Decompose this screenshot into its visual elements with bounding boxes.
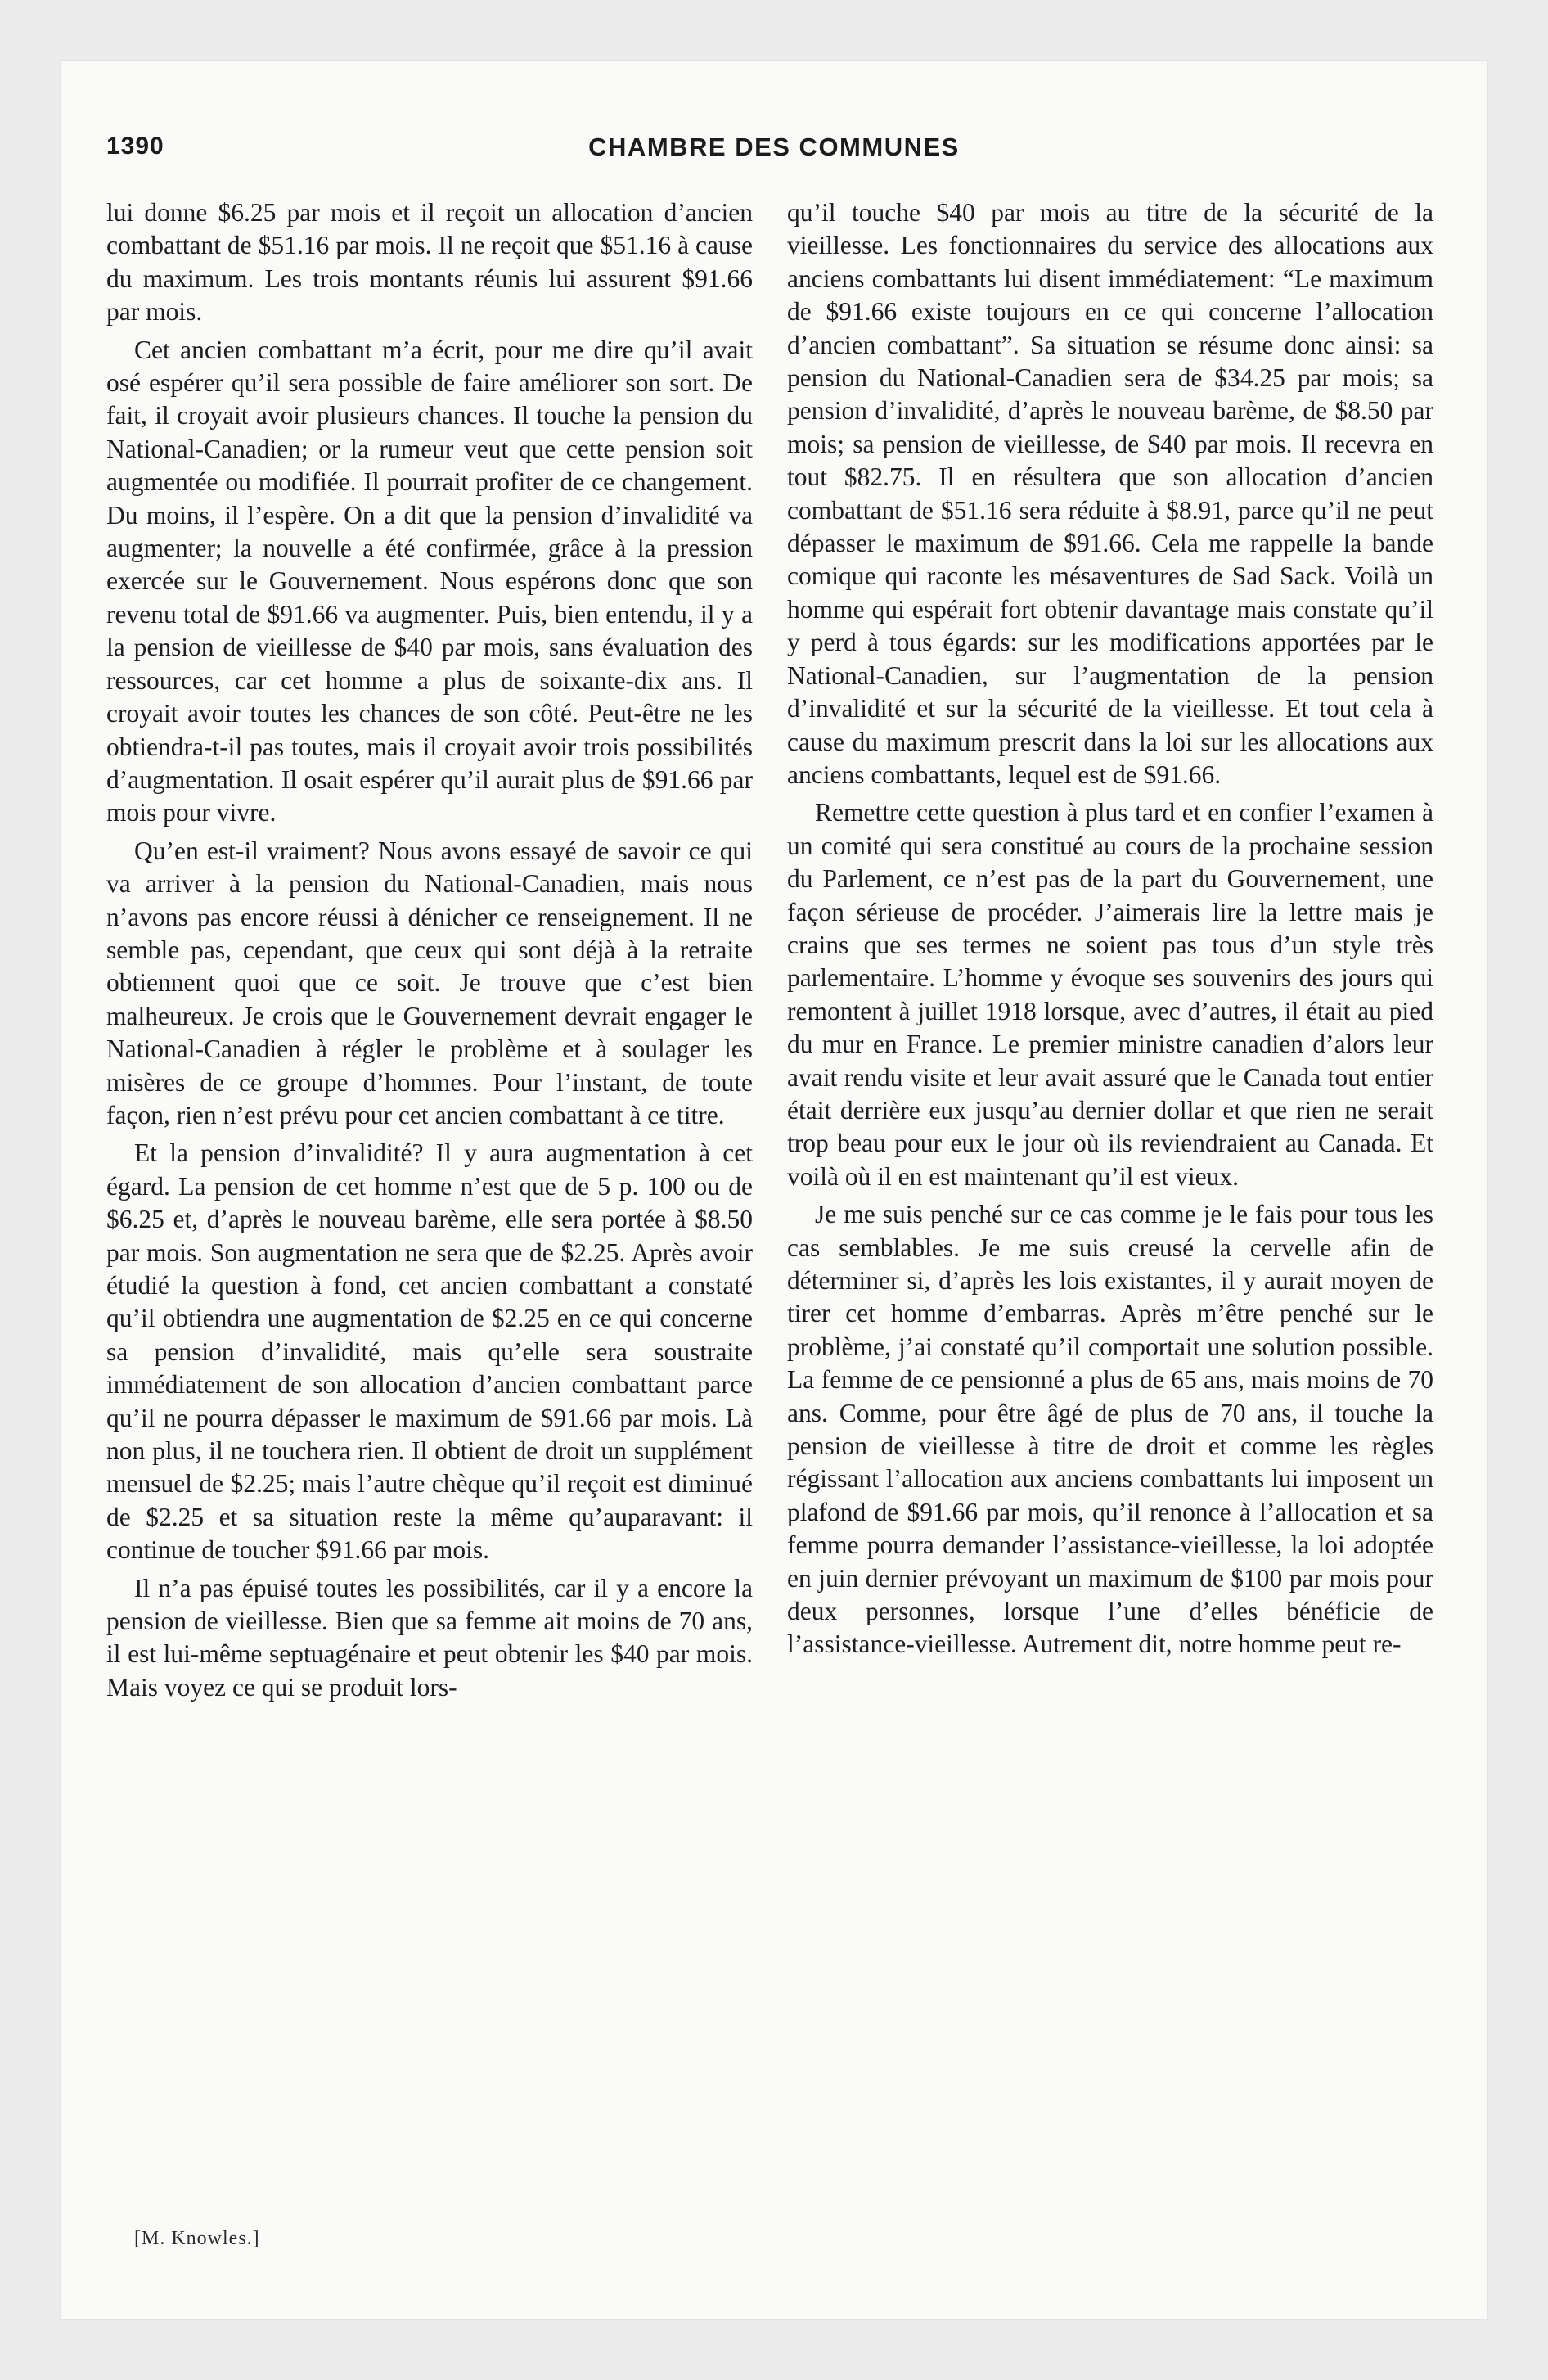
page-number: 1390 [106, 133, 164, 160]
left-paragraph-5: Il n’a pas épuisé toutes les possibilités, car il y a encore la pension de vieillesse. Bien que sa femme ait moins de 70 ans, il est lui-même septuagénaire et peut obtenir les $40 par mois. Mais voyez ce qui se produit lors- [106, 1573, 753, 1702]
right-column [787, 196, 1433, 1666]
right-paragraph-2: Remettre cette question à plus tard et en confier l’examen à un comité qui sera constitué au cours de la prochaine session du Parlement, ce n’est pas de la part du Gouvernement, une façon sérieuse de procéder. J’aimerais lire la lettre mais je crains que ses termes ne soient pas tous d’un style très parlementaire. L’homme y évoque ses souvenirs des jours qui remontent à juillet 1918 lorsque, avec d’autres, il était au pied du mur en France. Le premier ministre canadien d’alors leur avait rendu visite et leur avait assuré que le Canada tout entier était derrière eux jusqu’au dernier dollar et que rien ne serait trop beau pour eux le jour où ils reviendraient au Canada. Et voilà où il en est maintenant qu’il est vieux. [787, 798, 1433, 1191]
speaker-tag: [M. Knowles.] [134, 2228, 260, 2249]
right-paragraph-3: Je me suis penché sur ce cas comme je le fais pour tous les cas semblables. Je me suis creusé la cervelle afin de déterminer si, d’après les lois existantes, il y aurait moyen de tirer cet homme d’embarras. Après m’être penché sur le problème, j’ai constaté qu’il comportait une solution possible. La femme de ce pensionné a plus de 65 ans, mais moins de 70 ans. Comme, pour être âgé de plus de 70 ans, il touche la pension de vieillesse à titre de droit et comme les règles régissant l’allocation aux anciens combattants lui imposent un plafond de $91.66 par mois, qu’il renonce à l’allocation et sa femme pourra demander l’assistance-vieillesse, la loi adoptée en juin dernier prévoyant un maximum de $100 par mois pour deux personnes, lorsque l’une d’elles bénéficie de l’assistance-vieillesse. Autrement dit, notre homme peut re- [787, 1200, 1433, 1659]
left-paragraph-4: Et la pension d’invalidité? Il y aura augmentation à cet égard. La pension de cet homme n’est que de 5 p. 100 ou de $6.25 et, d’après le nouveau barème, elle sera portée à $8.50 par mois. Son augmentation ne sera que de $2.25. Après avoir étudié la question à fond, cet ancien combattant a constaté qu’il obtiendra une augmentation de $2.25 en ce qui concerne sa pension d’invalidité, mais qu’elle sera soustraite immédiatement de son allocation d’ancien combattant parce qu’il ne pourra dépasser le maximum de $91.66 par mois. Là non plus, il ne touchera rien. Il obtient de droit un supplément mensuel de $2.25; mais l’autre chèque qu’il reçoit est diminué de $2.25 et sa situation reste la même qu’auparavant: il continue de toucher $91.66 par mois. [106, 1138, 753, 1565]
right-paragraph-1: qu’il touche $40 par mois au titre de la sécurité de la vieillesse. Les fonctionnaires du service des allocations aux anciens combattants lui disent immédiatement: “Le maximum de $91.66 existe toujours en ce qui concerne l’allocation d’ancien combattant”. Sa situation se résume donc ainsi: sa pension du National-Canadien sera de $34.25 par mois; sa pension d’invalidité, d’après le nouveau barème, de $8.50 par mois; sa pension de vieillesse, de $40 par mois. Il recevra en tout $82.75. Il en résultera que son allocation d’ancien combattant de $51.16 sera réduite à $8.91, parce qu’il ne peut dépasser le maximum de $91.66. Cela me rappelle la bande comique qui raconte les mésaventures de Sad Sack. Voilà un homme qui espérait fort obtenir davantage mais constate qu’il y perd à tous égards: sur les modifications apportées par le National-Canadien, sur l’augmentation de la pension d’invalidité et sur la sécurité de la vieillesse. Et tout cela à cause du maximum prescrit dans la loi sur les allocations aux anciens combattants, lequel est de $91.66. [787, 198, 1433, 789]
left-paragraph-1: lui donne $6.25 par mois et il reçoit un allocation d’ancien combattant de $51.16 par mois. Il ne reçoit que $51.16 à cause du maximum. Les trois montants réunis lui assurent $91.66 par mois. [106, 198, 753, 327]
left-paragraph-3: Qu’en est-il vraiment? Nous avons essayé de savoir ce qui va arriver à la pension du National-Canadien, mais nous n’avons pas encore réussi à dénicher ce renseignement. Il ne semble pas, cependant, que ceux qui sont déjà à la retraite obtiennent quoi que ce soit. Je trouve que c’est bien malheureux. Je crois que le Gouvernement devrait engager le National-Canadien à régler le problème et à soulager les misères de ce groupe d’hommes. Pour l’instant, de toute façon, rien n’est prévu pour cet ancien combattant à ce titre. [106, 836, 753, 1129]
left-column [106, 196, 753, 1704]
left-paragraph-2: Cet ancien combattant m’a écrit, pour me dire qu’il avait osé espérer qu’il sera possible de faire améliorer son sort. De fait, il croyait avoir plusieurs chances. Il touche la pension du National-Canadien; or la rumeur veut que cette pension soit augmentée ou modifiée. Il pourrait profiter de ce changement. Du moins, il l’espère. On a dit que la pension d’invalidité va augmenter; la nouvelle a été confirmée, grâce à la pression exercée sur le Gouvernement. Nous espérons donc que son revenu total de $91.66 va augmenter. Puis, bien entendu, il y a la pension de vieillesse de $40 par mois, sans évaluation des ressources, car cet homme a plus de soixante-dix ans. Il croyait avoir toutes les chances de son côté. Peut-être ne les obtiendra-t-il pas toutes, mais il croyait avoir trois possibilités d’augmentation. Il osait espérer qu’il aurait plus de $91.66 par mois pour vivre. [106, 335, 753, 827]
running-head: CHAMBRE DES COMMUNES [588, 133, 960, 161]
